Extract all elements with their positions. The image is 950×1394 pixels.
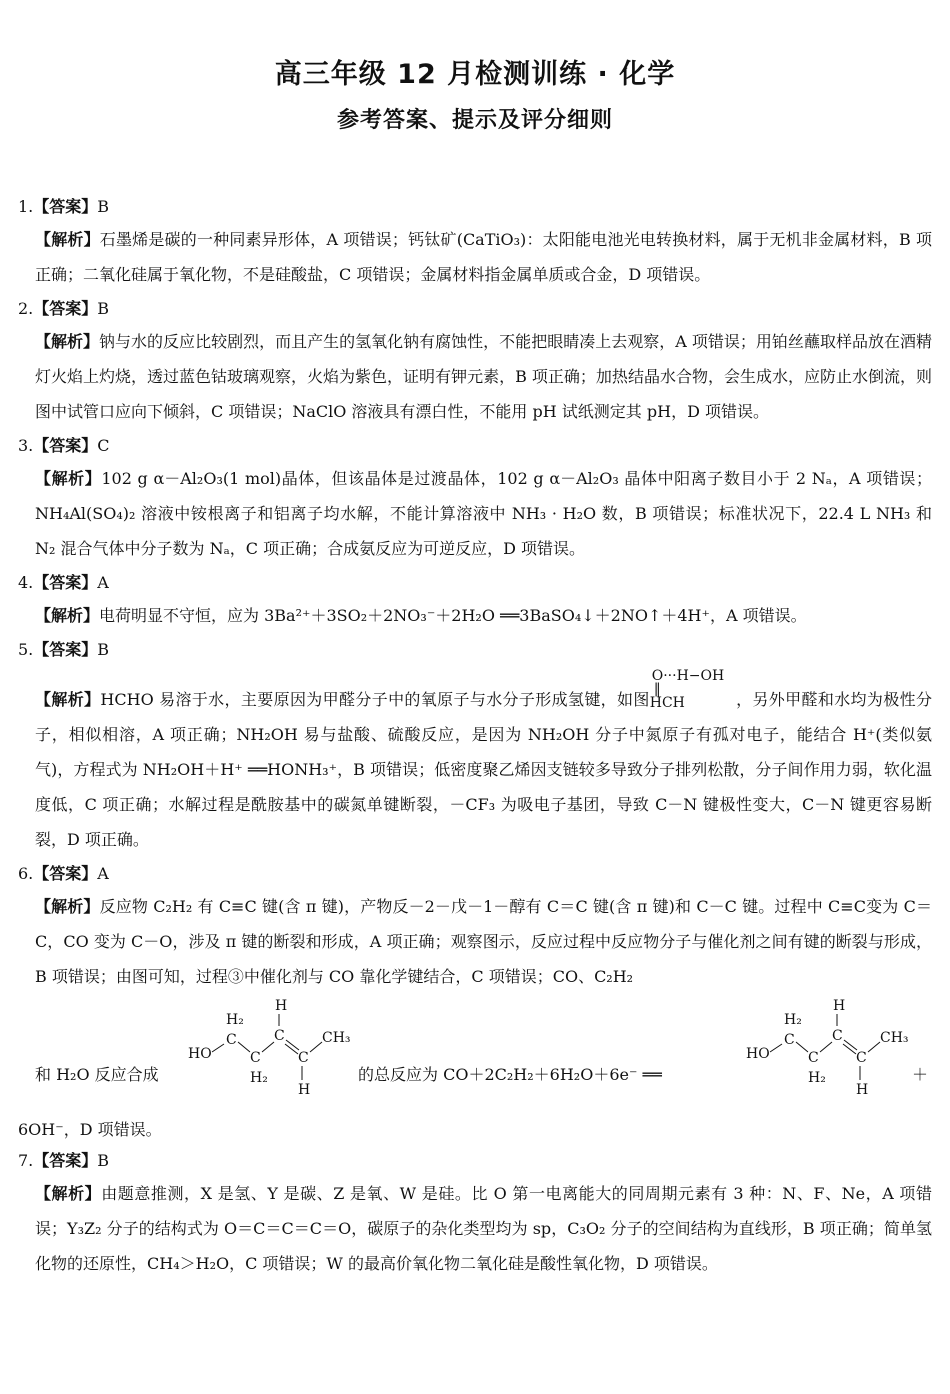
svg-text:CH₃: CH₃	[322, 1030, 351, 1046]
answer-line-3: 3.【答案】C	[18, 436, 110, 455]
svg-text:H₂: H₂	[226, 1012, 244, 1028]
analysis-3: 【解析】102 g α－Al₂O₃(1 mol)晶体，但该晶体是过渡晶体，102 g α－Al₂O₃ 晶体中阳离子数目小于 2 Nₐ，A 项错误；NH₄Al(SO₄)₂ 溶液中铵根离子和铝离子均水解，不能计算溶液中 NH₃ · H₂O 数，B 项错误；标准状况下，22.4 L NH₃ 和 N₂ 混合气体中分子数为 Nₐ，C 项正确；合成氨反应为可逆反应，D 项错误。	[35, 469, 932, 558]
svg-text:CH₃: CH₃	[880, 1030, 909, 1046]
svg-text:C: C	[808, 1050, 819, 1066]
page-title: 高三年级 12 月检测训练 · 化学	[274, 59, 676, 90]
svg-text:C: C	[226, 1032, 237, 1048]
svg-text:HO: HO	[746, 1046, 770, 1062]
svg-text:C: C	[298, 1050, 309, 1066]
svg-text:H: H	[856, 1082, 869, 1098]
svg-text:C: C	[274, 1028, 285, 1044]
pentenol-structure-1	[188, 994, 378, 1104]
svg-text:C: C	[856, 1050, 867, 1066]
pentenol-structure-2	[746, 994, 932, 1104]
svg-text:H: H	[275, 998, 288, 1014]
svg-text:H₂: H₂	[250, 1070, 268, 1086]
hydrogen-bond-figure: O···H−OH ‖ HCH	[649, 668, 725, 711]
analysis-6: 【解析】反应物 C₂H₂ 有 C≡C 键(含 π 键)，产物反－2－戊－1－醇有 C＝C 键(含 π 键)和 C－C 键。过程中 C≡C变为 C＝C，CO 变为 C－O，涉及 π 键的断裂和形成，A 项正确；观察图示，反应过程中反应物分子与催化剂之间有键的断裂与形成，B 项错误；由图可知，过程③中催化剂与 CO 靠化学键结合，C 项错误；CO、C₂H₂	[35, 897, 932, 986]
svg-text:HO: HO	[188, 1046, 212, 1062]
answer-line-6: 6.【答案】A	[18, 864, 109, 883]
analysis-6-end: 6OH⁻，D 项错误。	[18, 1120, 162, 1139]
analysis-7: 【解析】由题意推测，X 是氢、Y 是碳、Z 是氧、W 是硅。比 O 第一电离能大的同周期元素有 3 种：N、F、Ne，A 项错误；Y₃Z₂ 分子的结构式为 O＝C＝C＝C＝O，碳原子的杂化类型均为 sp，C₃O₂ 分子的空间结构为直线形，B 项正确；简单氢化物的还原性，CH₄＞H₂O，C 项错误；W 的最高价氧化物二氧化硅是酸性氧化物，D 项错误。	[35, 1184, 932, 1273]
answer-line-1: 1.【答案】B	[18, 197, 110, 216]
answer-line-5: 5.【答案】B	[18, 640, 110, 659]
answer-line-2: 2.【答案】B	[18, 299, 110, 318]
analysis-4: 【解析】电荷明显不守恒，应为 3Ba²⁺＋3SO₂＋2NO₃⁻＋2H₂O ══3BaSO₄↓＋2NO↑＋4H⁺，A 项错误。	[35, 606, 807, 625]
analysis-5: 【解析】HCHO 易溶于水，主要原因为甲醛分子中的氧原子与水分子形成氢键，如图 O···H−OH ‖ HCH ，另外甲醛和水均为极性分子，相似相溶，A 项正确；NH₂OH 易与盐酸、硫酸反应，是因为 NH₂OH 分子中氮原子有孤对电子，能结合 H⁺(类似氨气)，方程式为 NH₂OH＋H⁺ ══HONH₃⁺，B 项错误；低密度聚乙烯因支链较多导致分子排列松散，分子间作用力弱，软化温度低，C 项正确；水解过程是酰胺基中的碳氮单键断裂，－CF₃ 为吸电子基团，导致 C－N 键极性变大，C－N 键更容易断裂，D 项正确。	[35, 668, 932, 849]
answer-key	[18, 192, 932, 1340]
analysis-1: 【解析】石墨烯是碳的一种同素异形体，A 项错误；钙钛矿(CaTiO₃)：太阳能电池光电转换材料，属于无机非金属材料，B 项正确；二氧化硅属于氧化物，不是硅酸盐，C 项错误；金属材料指金属单质或合金，D 项错误。	[35, 230, 932, 284]
svg-text:C: C	[784, 1032, 795, 1048]
svg-text:H: H	[298, 1082, 311, 1098]
svg-text:H₂: H₂	[784, 1012, 802, 1028]
svg-text:H₂: H₂	[808, 1070, 826, 1086]
analysis-2: 【解析】钠与水的反应比较剧烈，而且产生的氢氧化钠有腐蚀性，不能把眼睛凑上去观察，A 项错误；用铂丝蘸取样品放在酒精灯火焰上灼烧，透过蓝色钴玻璃观察，火焰为紫色，证明有钾元素，B 项正确；加热结晶水合物，会生成水，应防止水倒流，则图中试管口应向下倾斜，C 项错误；NaClO 溶液具有漂白性，不能用 pH 试纸测定其 pH，D 项错误。	[35, 332, 932, 421]
page-subtitle: 参考答案、提示及评分细则	[336, 108, 613, 133]
answer-line-7: 7.【答案】B	[18, 1151, 110, 1170]
svg-text:H: H	[833, 998, 846, 1014]
reaction-line: 和 H₂O 反应合成 H₂ H HO C C C C CH₃ H₂ H 的总反应为 CO＋2C₂H₂＋6H₂O＋6e⁻ ══ H₂ H HO C C C C CH₃ H₂ H ＋	[18, 994, 932, 1114]
svg-text:C: C	[832, 1028, 843, 1044]
answer-line-4: 4.【答案】A	[18, 573, 109, 592]
svg-text:C: C	[250, 1050, 261, 1066]
